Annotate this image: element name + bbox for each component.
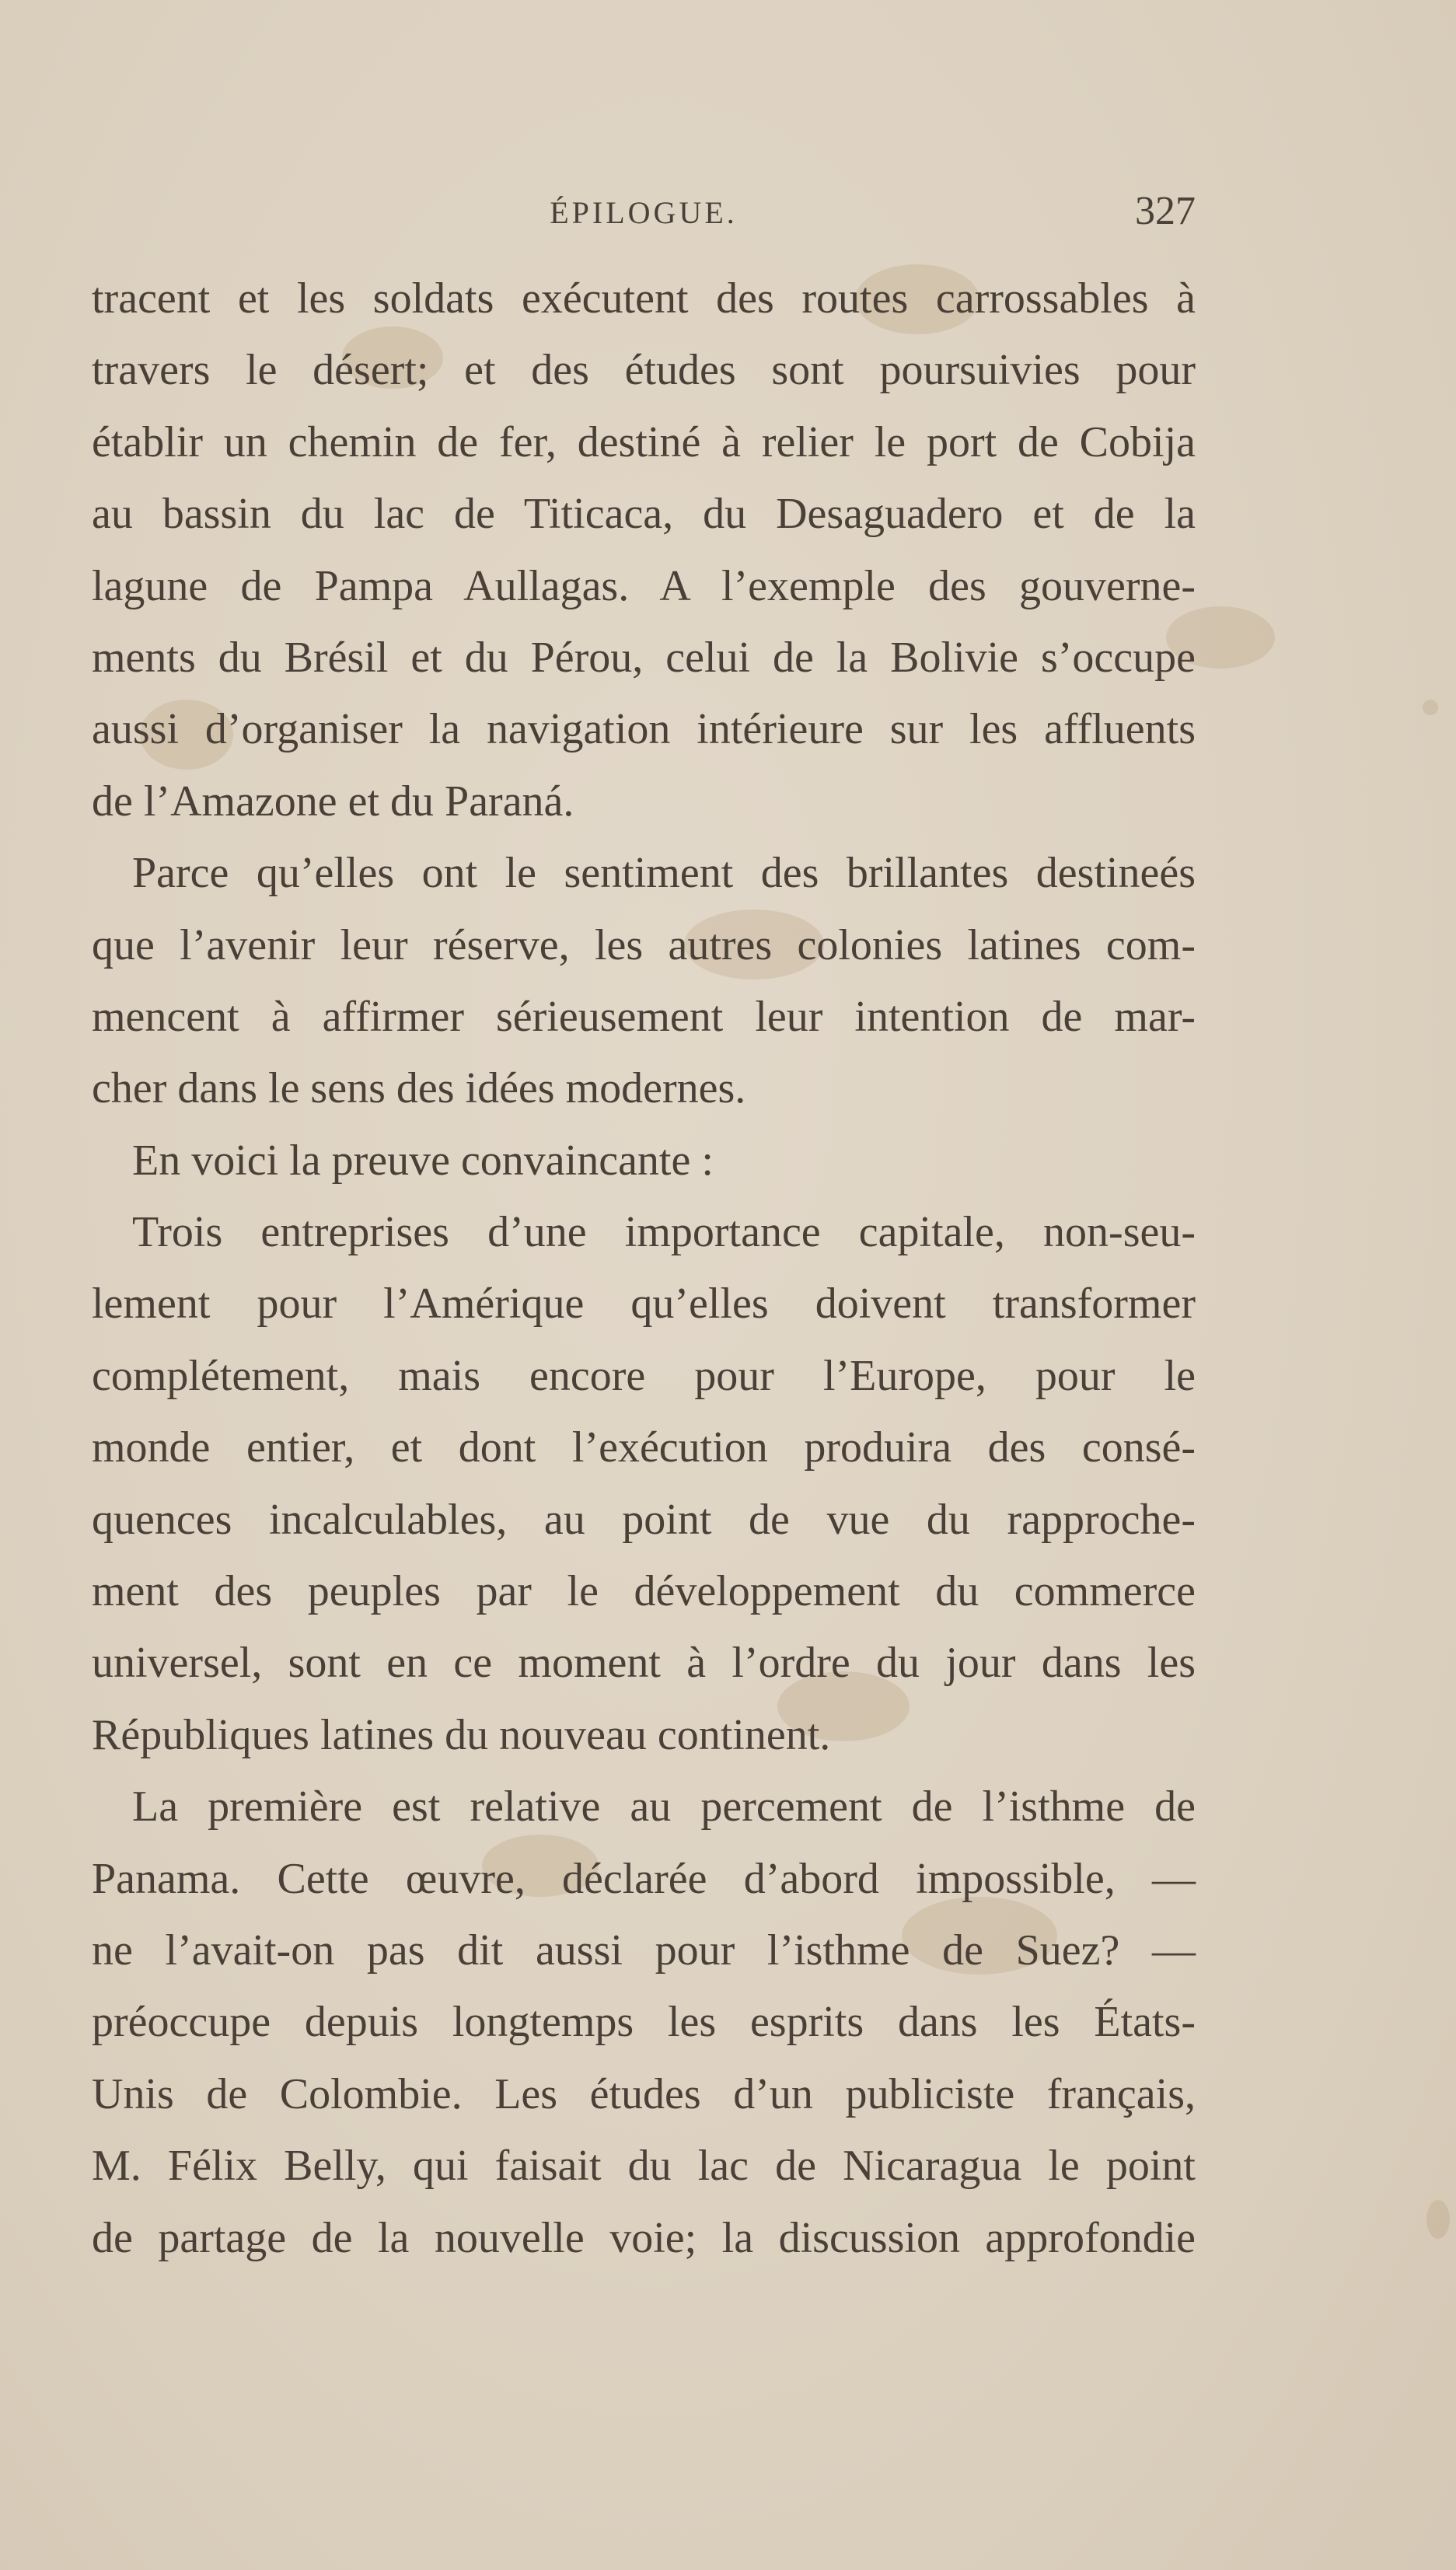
text-line: préoccupe depuis longtemps les esprits dans les États- bbox=[92, 1998, 1196, 2047]
text-line: ments du Brésil et du Pérou, celui de la Bolivie s’occupe bbox=[92, 633, 1196, 682]
text-line: monde entier, et dont l’exécution produira des consé- bbox=[92, 1423, 1196, 1472]
text-line: universel, sont en ce moment à l’ordre du jour dans les bbox=[92, 1639, 1196, 1688]
running-head bbox=[92, 189, 1196, 249]
text-line: tracent et les soldats exécutent des routes carrossables à bbox=[92, 274, 1196, 323]
text-line: quences incalculables, au point de vue du rapproche- bbox=[92, 1495, 1196, 1544]
text-line: ment des peuples par le développement du commerce bbox=[92, 1567, 1196, 1616]
text-line: établir un chemin de fer, destiné à relier le port de Cobija bbox=[92, 417, 1196, 466]
text-line: travers le désert; et des études sont poursuivies pour bbox=[92, 346, 1196, 395]
text-line: au bassin du lac de Titicaca, du Desaguadero et de la bbox=[92, 490, 1196, 539]
text-line: Unis de Colombie. Les études d’un publiciste français, bbox=[92, 2069, 1196, 2118]
text-line: La première est relative au percement de l’isthme de bbox=[132, 1783, 1196, 1831]
text-line: ne l’avait-on pas dit aussi pour l’isthme de Suez? — bbox=[92, 1926, 1196, 1975]
text-line: lement pour l’Amérique qu’elles doivent transformer bbox=[92, 1280, 1196, 1329]
page-number: 327 bbox=[1135, 189, 1196, 233]
text-line: complétement, mais encore pour l’Europe, pour le bbox=[92, 1351, 1196, 1400]
foxing-stain bbox=[1423, 700, 1438, 715]
text-line: que l’avenir leur réserve, les autres colonies latines com- bbox=[92, 920, 1196, 969]
text-line: Panama. Cette œuvre, déclarée d’abord impossible, — bbox=[92, 1854, 1196, 1903]
text-line: de l’Amazone et du Paraná. bbox=[92, 777, 574, 826]
text-line: Trois entreprises d’une importance capitale, non-seu- bbox=[132, 1208, 1196, 1257]
foxing-stain bbox=[1426, 2200, 1450, 2239]
text-line: Parce qu’elles ont le sentiment des brillantes destineés bbox=[132, 849, 1196, 898]
text-line: En voici la preuve convaincante : bbox=[132, 1136, 714, 1185]
running-head-title: ÉPILOGUE. bbox=[550, 195, 738, 230]
text-line: cher dans le sens des idées modernes. bbox=[92, 1064, 746, 1113]
text-line: de partage de la nouvelle voie; la discussion approfondie bbox=[92, 2213, 1196, 2262]
text-line: Républiques latines du nouveau continent. bbox=[92, 1710, 831, 1759]
text-line: lagune de Pampa Aullagas. A l’exemple des gouverne- bbox=[92, 561, 1196, 610]
text-line: aussi d’organiser la navigation intérieure sur les affluents bbox=[92, 705, 1196, 754]
body-text bbox=[92, 263, 1196, 2274]
text-line: M. Félix Belly, qui faisait du lac de Nicaragua le point bbox=[92, 2142, 1196, 2191]
text-line: mencent à affirmer sérieusement leur intention de mar- bbox=[92, 992, 1196, 1041]
